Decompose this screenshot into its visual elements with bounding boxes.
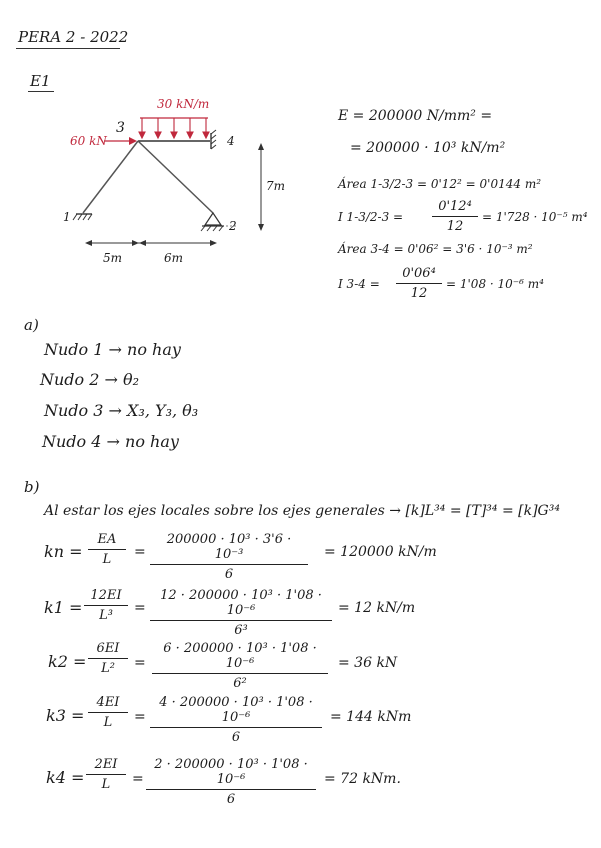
formula-lhs: k1 = <box>44 598 83 617</box>
formula-equals: = <box>132 771 144 787</box>
node-1-label: 1 <box>63 210 71 224</box>
formula-numeric-numerator: 200000 · 10³ · 3'6 · 10⁻³ <box>166 532 292 562</box>
formula-numeric-denominator: 6 <box>231 730 241 745</box>
distributed-load-label: 30 kN/m <box>157 97 210 111</box>
formula-lhs: k3 = <box>46 706 85 725</box>
formula-symbolic-denominator: L³ <box>99 608 113 623</box>
part-a-row: Nudo 4 → no hay <box>42 432 179 451</box>
formula-numeric <box>150 695 322 745</box>
part-a-label: a) <box>24 316 39 334</box>
node-3-label: 3 <box>116 120 125 136</box>
formula-result: = 120000 kN/m <box>324 544 437 560</box>
part-a-row: Nudo 1 → no hay <box>44 340 181 359</box>
node-4-label: 4 <box>227 134 235 148</box>
member-1-3 <box>83 141 138 213</box>
inertia-3-4-rhs: = 1'08 · 10⁻⁶ m⁴ <box>446 277 544 291</box>
formula-symbolic-numerator: 2EI <box>94 757 118 772</box>
formula-symbolic-numerator: EA <box>97 532 117 547</box>
formula-symbolic <box>84 588 128 623</box>
formula-symbolic <box>86 757 126 792</box>
inertia-1-3-denominator: 12 <box>446 219 464 234</box>
formula-lhs: k4 = <box>46 768 85 787</box>
inertia-1-3-numerator: 0'12⁴ <box>438 199 472 214</box>
distributed-load-arrows <box>139 118 209 138</box>
formula-symbolic-numerator: 12EI <box>90 588 122 603</box>
formula-symbolic-numerator: 6EI <box>96 641 120 656</box>
formula-numeric-denominator: 6 <box>226 792 236 807</box>
part-b-intro: Al estar los ejes locales sobre los ejes generales → [k]L³⁴ = [T]³⁴ = [k]G³⁴ <box>44 503 560 519</box>
formula-symbolic-denominator: L <box>101 777 111 792</box>
inertia-1-3-fraction <box>432 199 478 234</box>
formula-symbolic-denominator: L² <box>101 661 115 676</box>
elastic-modulus-line-1: E = 200000 N/mm² = <box>338 108 493 124</box>
inertia-3-4-denominator: 12 <box>410 286 428 301</box>
height-label: 7m <box>266 179 286 193</box>
exercise-label: E1 <box>30 72 51 90</box>
frame-diagram <box>0 0 300 280</box>
formula-numeric-numerator: 6 · 200000 · 10³ · 1'08 · 10⁻⁶ <box>163 641 317 671</box>
formula-result: = 72 kNm. <box>324 771 401 787</box>
formula-symbolic <box>88 641 128 676</box>
formula-equals: = <box>134 600 146 616</box>
formula-numeric <box>150 588 332 638</box>
formula-symbolic-numerator: 4EI <box>96 695 120 710</box>
span-left-label: 5m <box>103 251 123 265</box>
formula-symbolic <box>88 695 128 730</box>
formula-equals: = <box>134 709 146 725</box>
inertia-1-3-rhs: = 1'728 · 10⁻⁵ m⁴ <box>482 210 588 224</box>
formula-numeric <box>150 532 308 582</box>
formula-numeric-numerator: 4 · 200000 · 10³ · 1'08 · 10⁻⁶ <box>159 695 313 725</box>
formula-numeric <box>146 757 316 807</box>
support-1-hatch <box>73 214 92 220</box>
formula-numeric <box>152 641 328 691</box>
node-2-label: 2 <box>229 219 237 233</box>
part-a-row: Nudo 2 → θ₂ <box>40 370 140 389</box>
support-4-hatch <box>211 130 216 149</box>
span-right-label: 6m <box>164 251 184 265</box>
formula-equals: = <box>134 544 146 560</box>
inertia-3-4-lhs: I 3-4 = <box>338 277 380 291</box>
page-title: PERA 2 - 2022 <box>18 28 129 46</box>
point-load-label: 60 kN <box>70 134 107 148</box>
member-2-3 <box>138 141 213 213</box>
formula-result: = 144 kNm <box>330 709 412 725</box>
part-b-label: b) <box>24 478 40 496</box>
formula-numeric-denominator: 6² <box>233 676 247 691</box>
support-2 <box>205 213 221 225</box>
area-1-3: Área 1-3/2-3 = 0'12² = 0'0144 m² <box>338 177 542 191</box>
part-a-row: Nudo 3 → X₃, Y₃, θ₃ <box>44 401 199 420</box>
formula-equals: = <box>134 655 146 671</box>
formula-lhs: kn = <box>44 542 83 561</box>
area-3-4: Área 3-4 = 0'06² = 3'6 · 10⁻³ m² <box>338 242 533 256</box>
formula-symbolic <box>88 532 126 567</box>
inertia-3-4-numerator: 0'06⁴ <box>402 266 436 281</box>
formula-numeric-numerator: 12 · 200000 · 10³ · 1'08 · 10⁻⁶ <box>160 588 322 618</box>
formula-numeric-numerator: 2 · 200000 · 10³ · 1'08 · 10⁻⁶ <box>154 757 308 787</box>
inertia-3-4-fraction <box>396 266 442 301</box>
formula-result: = 36 kN <box>338 655 398 671</box>
formula-lhs: k2 = <box>48 652 87 671</box>
elastic-modulus-line-2: = 200000 · 10³ kN/m² <box>350 140 506 156</box>
formula-result: = 12 kN/m <box>338 600 416 616</box>
formula-symbolic-denominator: L <box>102 552 112 567</box>
formula-numeric-denominator: 6 <box>224 567 234 582</box>
formula-symbolic-denominator: L <box>103 715 113 730</box>
inertia-1-3-lhs: I 1-3/2-3 = <box>338 210 404 224</box>
formula-numeric-denominator: 6³ <box>234 623 248 638</box>
